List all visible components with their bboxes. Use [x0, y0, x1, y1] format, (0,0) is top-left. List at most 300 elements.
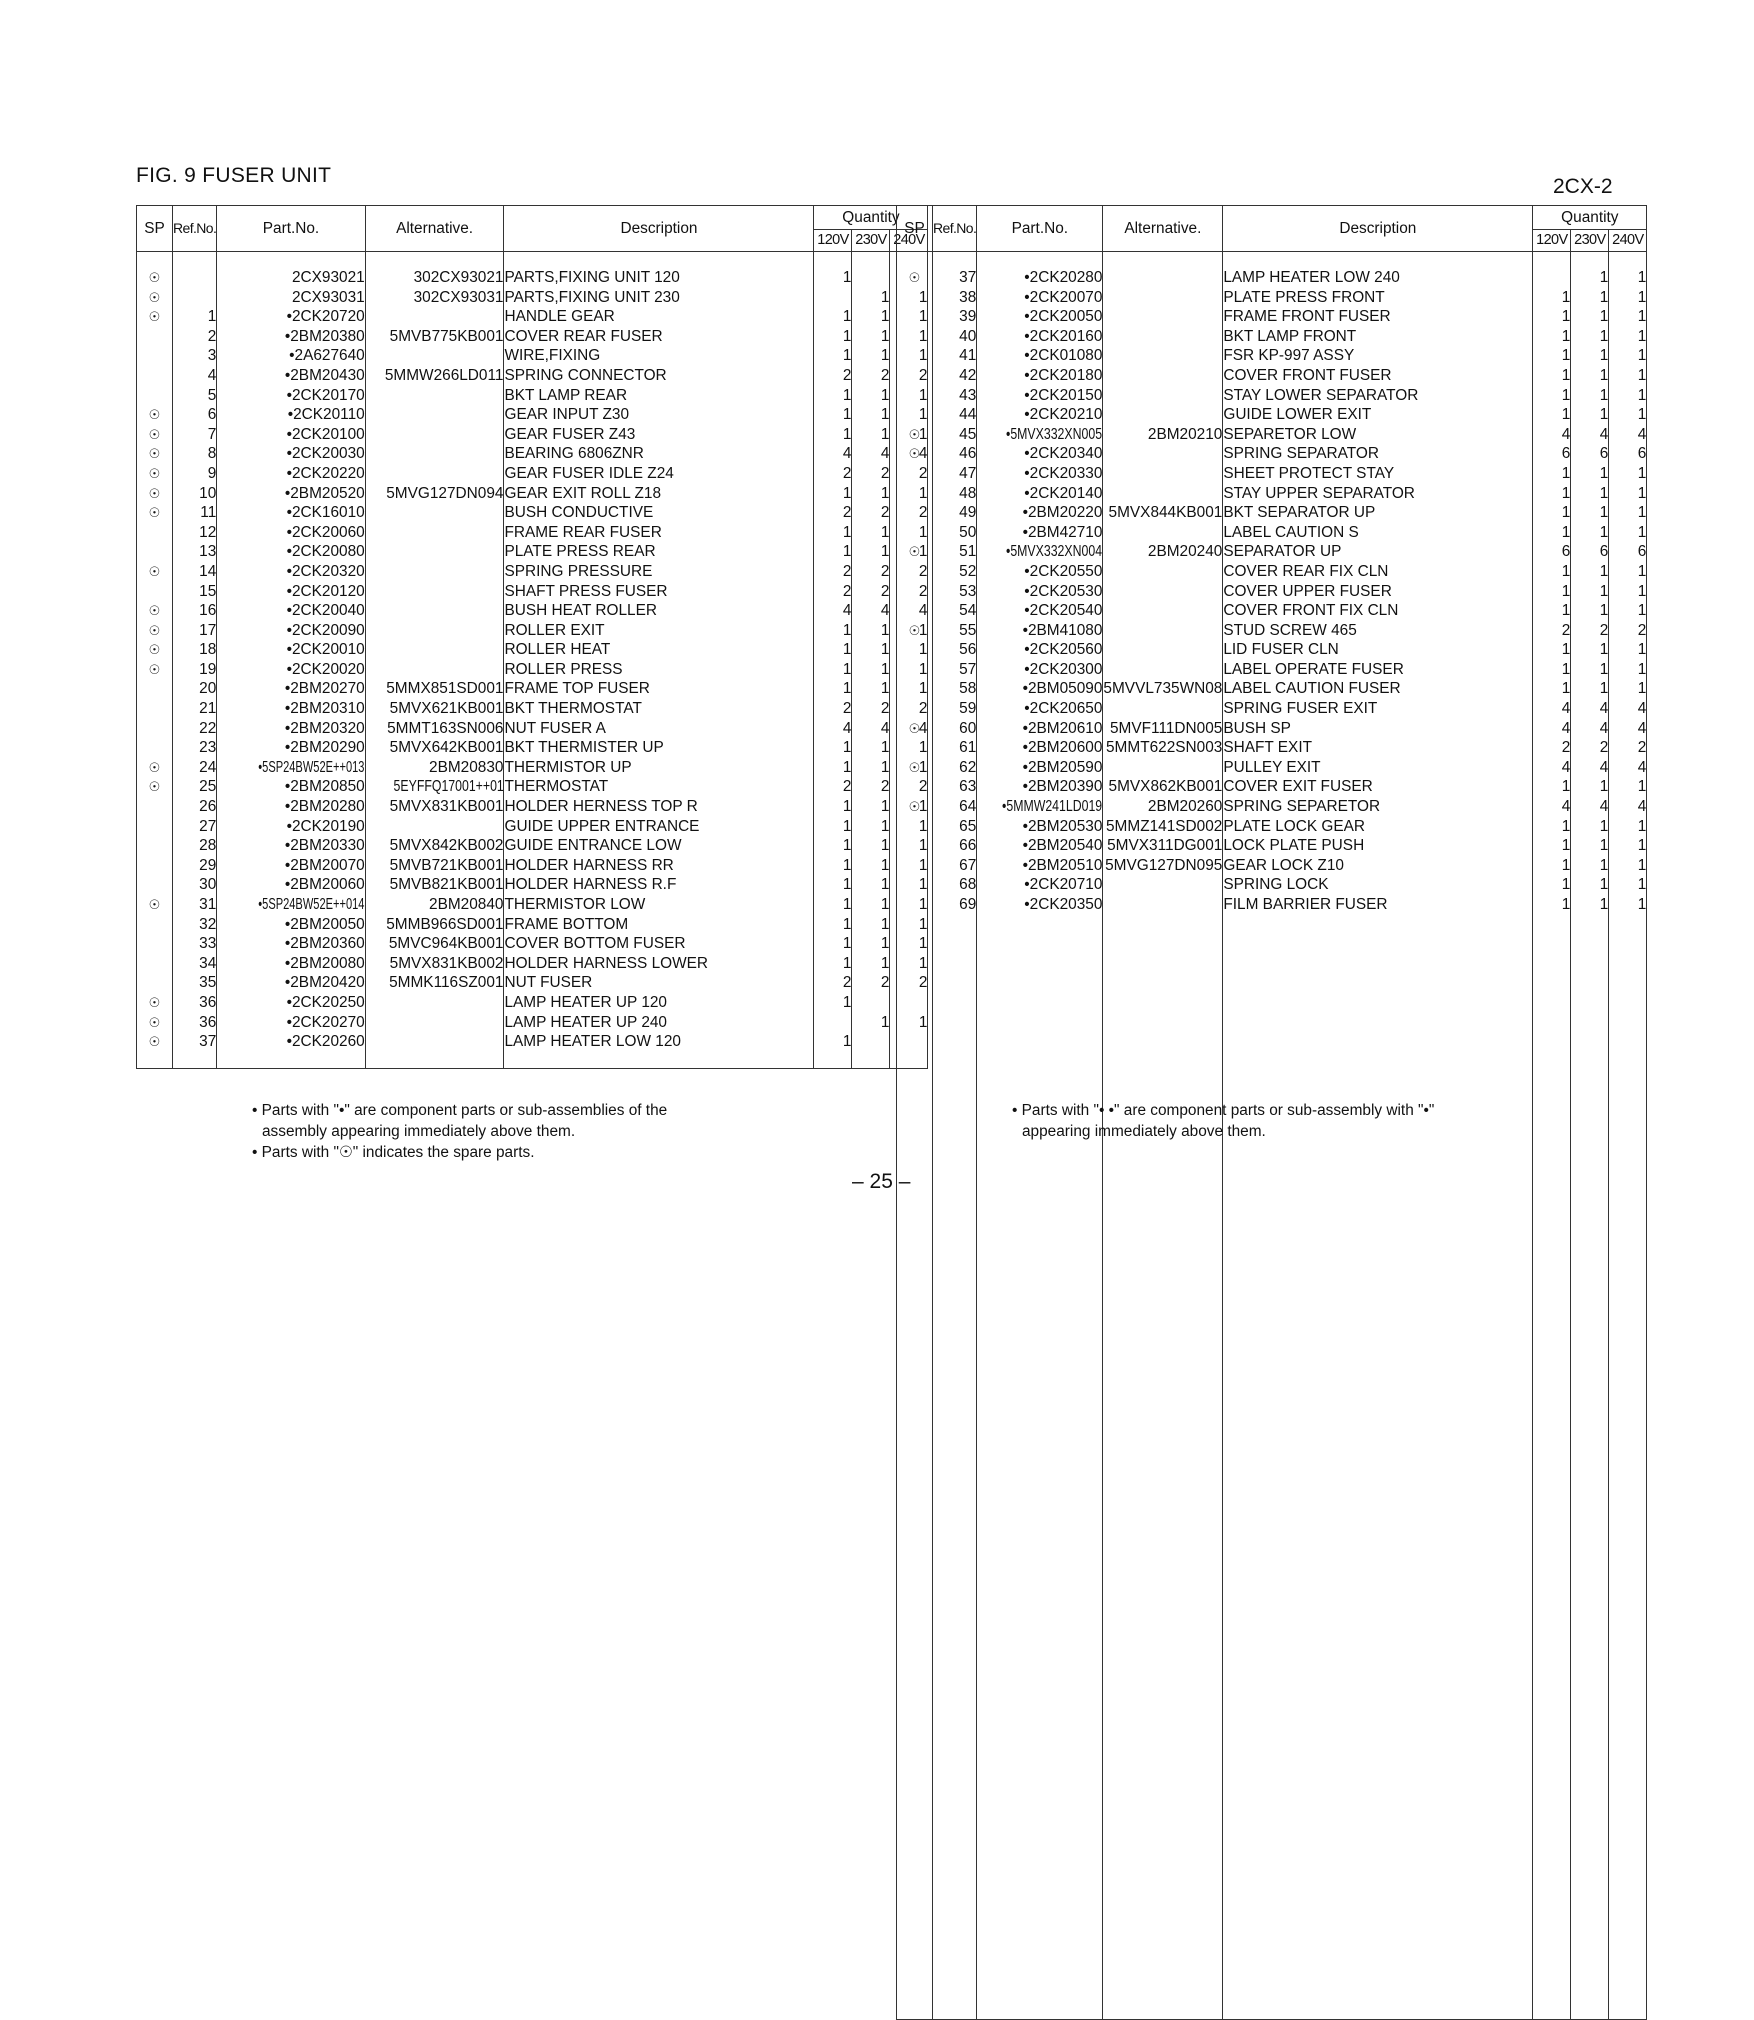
- qty-240v: 2: [890, 582, 928, 602]
- spare-part-mark: [897, 817, 933, 837]
- qty-240v: 1: [890, 484, 928, 504]
- table-row: [897, 523, 1647, 543]
- spare-part-mark: [137, 836, 173, 856]
- table-row: [897, 738, 1647, 758]
- spacer-cell: [173, 1052, 217, 1069]
- qty-120v: 6: [1533, 542, 1571, 562]
- ref-no: 42: [933, 366, 977, 386]
- part-no: 2CX93021: [217, 268, 365, 288]
- table-row: [897, 875, 1647, 895]
- alternative-part-no: 5MVX862KB001: [1103, 777, 1223, 797]
- qty-120v: 1: [1533, 464, 1571, 484]
- note-line: appearing immediately above them.: [1022, 1123, 1266, 1140]
- description: HOLDER HARNESS RR: [504, 856, 814, 876]
- qty-230v: 1: [852, 934, 890, 954]
- qty-230v: 1: [852, 327, 890, 347]
- qty-120v: 1: [1533, 777, 1571, 797]
- qty-120v: 4: [814, 444, 852, 464]
- spare-part-mark: ☉: [137, 405, 173, 425]
- table-row: [137, 542, 928, 562]
- alternative-part-no: 5MVX311DG001: [1103, 836, 1223, 856]
- description: FRAME TOP FUSER: [504, 679, 814, 699]
- table-row: [897, 601, 1647, 621]
- part-no: •2CK20530: [977, 582, 1103, 602]
- description: STAY UPPER SEPARATOR: [1223, 484, 1533, 504]
- qty-120v: 4: [1533, 719, 1571, 739]
- table-row: [137, 562, 928, 582]
- spacer-row: [897, 252, 1647, 269]
- spacer-cell: [1103, 915, 1223, 2020]
- ref-no: 20: [173, 679, 217, 699]
- spare-part-mark: [897, 601, 933, 621]
- parts-table-left: [136, 205, 928, 1069]
- table-row: [897, 464, 1647, 484]
- qty-120v: 1: [1533, 346, 1571, 366]
- description: LABEL OPERATE FUSER: [1223, 660, 1533, 680]
- description: GEAR LOCK Z10: [1223, 856, 1533, 876]
- qty-230v: 1: [852, 875, 890, 895]
- part-no: •2BM20420: [217, 973, 365, 993]
- alternative-part-no: 5MMX851SD001: [365, 679, 504, 699]
- description: NUT FUSER: [504, 973, 814, 993]
- description: SPRING SEPARETOR: [1223, 797, 1533, 817]
- description: GEAR FUSER IDLE Z24: [504, 464, 814, 484]
- table-row: [897, 542, 1647, 562]
- ref-no: 53: [933, 582, 977, 602]
- qty-120v: 1: [814, 621, 852, 641]
- qty-240v: 2: [890, 503, 928, 523]
- part-no-text: •5MVX332XN005: [1006, 425, 1103, 443]
- description: BUSH CONDUCTIVE: [504, 503, 814, 523]
- qty-120v: 1: [814, 836, 852, 856]
- ref-no: 69: [933, 895, 977, 915]
- spacer-cell: [365, 252, 504, 269]
- alternative-part-no: [1103, 346, 1223, 366]
- ref-no: 54: [933, 601, 977, 621]
- qty-120v: 1: [1533, 327, 1571, 347]
- part-no: •2CK20650: [977, 699, 1103, 719]
- ref-no: 32: [173, 915, 217, 935]
- spare-part-mark: [137, 366, 173, 386]
- table-row: [897, 484, 1647, 504]
- spare-part-mark: [137, 915, 173, 935]
- table-row: [897, 503, 1647, 523]
- note-sub-assembly: [1012, 1100, 1434, 1142]
- table-row: [897, 817, 1647, 837]
- part-no: •2CK20280: [977, 268, 1103, 288]
- qty-120v: 1: [814, 993, 852, 1013]
- spare-part-mark: [897, 640, 933, 660]
- alternative-part-no: [1103, 386, 1223, 406]
- qty-230v: 1: [1571, 856, 1609, 876]
- ref-no: 23: [173, 738, 217, 758]
- ref-no: 13: [173, 542, 217, 562]
- qty-230v: 1: [1571, 817, 1609, 837]
- alternative-part-no: [1103, 444, 1223, 464]
- qty-240v: 1: [1609, 895, 1647, 915]
- qty-120v: 4: [1533, 699, 1571, 719]
- part-no: •2BM20390: [977, 777, 1103, 797]
- qty-230v: 1: [1571, 268, 1609, 288]
- alternative-part-no: 5MVX621KB001: [365, 699, 504, 719]
- spare-part-mark: [897, 660, 933, 680]
- qty-120v: 1: [814, 895, 852, 915]
- description: SEPARETOR LOW: [1223, 425, 1533, 445]
- ref-no: 31: [173, 895, 217, 915]
- qty-230v: 1: [852, 307, 890, 327]
- part-no: •2BM20290: [217, 738, 365, 758]
- qty-240v: 1: [890, 817, 928, 837]
- qty-120v: 1: [1533, 640, 1571, 660]
- table-row: [897, 288, 1647, 308]
- spare-part-mark: [137, 934, 173, 954]
- ref-no: 10: [173, 484, 217, 504]
- description: SPRING SEPARATOR: [1223, 444, 1533, 464]
- qty-230v: 2: [852, 366, 890, 386]
- spacer-cell: [933, 915, 977, 2020]
- spare-part-mark: ☉: [137, 562, 173, 582]
- table-row: [897, 777, 1647, 797]
- alternative-part-no: 5MVB721KB001: [365, 856, 504, 876]
- spare-part-mark: [137, 582, 173, 602]
- table-row: [137, 856, 928, 876]
- ref-no: 43: [933, 386, 977, 406]
- alternative-part-no: [365, 405, 504, 425]
- qty-230v: 1: [852, 954, 890, 974]
- alternative-part-no: [365, 386, 504, 406]
- table-row: [897, 836, 1647, 856]
- spacer-cell: [1609, 252, 1647, 269]
- alternative-part-no: [365, 425, 504, 445]
- spare-part-mark: ☉: [137, 425, 173, 445]
- ref-no: 28: [173, 836, 217, 856]
- qty-230v: 4: [852, 444, 890, 464]
- alternative-part-no: 2BM20840: [365, 895, 504, 915]
- qty-240v: 1: [1609, 268, 1647, 288]
- table-row: [137, 366, 928, 386]
- table-row: [897, 640, 1647, 660]
- part-no: •2CK20260: [217, 1032, 365, 1052]
- spare-part-mark: ☉: [137, 1013, 173, 1033]
- qty-240v: 1: [890, 346, 928, 366]
- part-no: •2CK20040: [217, 601, 365, 621]
- spare-part-mark: [137, 523, 173, 543]
- alternative-part-no: [365, 523, 504, 543]
- alternative-part-no: [365, 582, 504, 602]
- spare-part-mark: [897, 895, 933, 915]
- qty-120v: 2: [814, 699, 852, 719]
- part-no: •2CK20070: [977, 288, 1103, 308]
- alternative-part-no: 5MMB966SD001: [365, 915, 504, 935]
- description: PARTS,FIXING UNIT 120: [504, 268, 814, 288]
- part-no: •2BM20060: [217, 875, 365, 895]
- ref-no: 63: [933, 777, 977, 797]
- part-no: •2BM20220: [977, 503, 1103, 523]
- spacer-cell: [1533, 252, 1571, 269]
- table-row: [137, 973, 928, 993]
- ref-no: 41: [933, 346, 977, 366]
- qty-230v: 1: [852, 523, 890, 543]
- ref-no: 24: [173, 758, 217, 778]
- table-row: [897, 425, 1647, 445]
- qty-240v: 1: [890, 836, 928, 856]
- note-line: assembly appearing immediately above them.: [262, 1123, 576, 1140]
- spare-part-mark: [897, 288, 933, 308]
- part-no: •2CK20150: [977, 386, 1103, 406]
- ref-no: [173, 288, 217, 308]
- qty-120v: 1: [1533, 484, 1571, 504]
- qty-230v: [852, 268, 890, 288]
- ref-no: 18: [173, 640, 217, 660]
- part-no: •2CK20030: [217, 444, 365, 464]
- qty-230v: 1: [1571, 679, 1609, 699]
- ref-no: 37: [933, 268, 977, 288]
- alternative-part-no: 2BM20830: [365, 758, 504, 778]
- header-part-no: Part.No.: [977, 206, 1103, 252]
- part-no: •2CK20340: [977, 444, 1103, 464]
- description: COVER UPPER FUSER: [1223, 582, 1533, 602]
- part-no-text: •5MMW241LD019: [1002, 798, 1103, 816]
- part-no: •2CK20550: [977, 562, 1103, 582]
- ref-no: 15: [173, 582, 217, 602]
- part-no: •2BM20050: [217, 915, 365, 935]
- qty-240v: 1: [890, 542, 928, 562]
- qty-240v: 4: [1609, 425, 1647, 445]
- ref-no: 9: [173, 464, 217, 484]
- spacer-cell: [1571, 252, 1609, 269]
- description: COVER REAR FIX CLN: [1223, 562, 1533, 582]
- qty-230v: 4: [1571, 699, 1609, 719]
- part-no: •2CK20330: [977, 464, 1103, 484]
- table-row: [137, 758, 928, 778]
- qty-230v: [852, 1032, 890, 1052]
- ref-no: 36: [173, 993, 217, 1013]
- qty-240v: 1: [890, 640, 928, 660]
- spare-part-mark: ☉: [137, 503, 173, 523]
- description: SHEET PROTECT STAY: [1223, 464, 1533, 484]
- table-row: [897, 699, 1647, 719]
- header-quantity: Quantity: [1533, 206, 1647, 230]
- description: GUIDE UPPER ENTRANCE: [504, 817, 814, 837]
- table-row: [137, 699, 928, 719]
- alternative-part-no: [1103, 464, 1223, 484]
- spare-part-mark: [137, 973, 173, 993]
- qty-240v: 1: [1609, 346, 1647, 366]
- qty-240v: 1: [1609, 777, 1647, 797]
- description: HOLDER HERNESS TOP R: [504, 797, 814, 817]
- description: SPRING PRESSURE: [504, 562, 814, 582]
- spacer-cell: [504, 252, 814, 269]
- spare-part-mark: ☉: [137, 660, 173, 680]
- description: ROLLER PRESS: [504, 660, 814, 680]
- qty-230v: 1: [1571, 503, 1609, 523]
- spare-part-mark: [137, 386, 173, 406]
- table-row: [137, 738, 928, 758]
- ref-no: 60: [933, 719, 977, 739]
- table-row: [137, 621, 928, 641]
- description: GEAR FUSER Z43: [504, 425, 814, 445]
- part-no: •2BM42710: [977, 523, 1103, 543]
- table-row: [897, 582, 1647, 602]
- note-component-parts: [252, 1100, 667, 1163]
- part-no: •2A627640: [217, 346, 365, 366]
- qty-240v: 1: [890, 758, 928, 778]
- spare-part-mark: ☉: [137, 777, 173, 797]
- table-row: [137, 346, 928, 366]
- header-quantity: Quantity: [814, 206, 928, 230]
- part-no: •2BM20330: [217, 836, 365, 856]
- part-no: •2CK20190: [217, 817, 365, 837]
- spare-part-mark: ☉: [137, 993, 173, 1013]
- description: BKT LAMP REAR: [504, 386, 814, 406]
- spacer-row: [137, 252, 928, 269]
- qty-240v: 2: [890, 777, 928, 797]
- description: THERMISTOR UP: [504, 758, 814, 778]
- part-no: •2BM20360: [217, 934, 365, 954]
- part-no: •2BM05090: [977, 679, 1103, 699]
- alternative-part-no: [365, 817, 504, 837]
- spare-part-mark: [137, 699, 173, 719]
- alternative-part-no: [1103, 288, 1223, 308]
- spacer-row: [897, 915, 1647, 2020]
- part-no: •2CK20020: [217, 660, 365, 680]
- alternative-part-no: [1103, 405, 1223, 425]
- table-row: [137, 679, 928, 699]
- ref-no: 52: [933, 562, 977, 582]
- alternative-part-no: [1103, 875, 1223, 895]
- spare-part-mark: [137, 817, 173, 837]
- qty-120v: 1: [814, 523, 852, 543]
- alternative-part-no: [1103, 660, 1223, 680]
- alternative-part-no: [365, 601, 504, 621]
- ref-no: 29: [173, 856, 217, 876]
- spare-part-mark: [897, 836, 933, 856]
- spare-part-mark: [137, 954, 173, 974]
- qty-240v: 4: [1609, 719, 1647, 739]
- qty-230v: 1: [852, 640, 890, 660]
- description: BUSH HEAT ROLLER: [504, 601, 814, 621]
- ref-no: 40: [933, 327, 977, 347]
- table-row: [137, 1032, 928, 1052]
- header-description: Description: [1223, 206, 1533, 252]
- table-row: [137, 875, 928, 895]
- part-no: •2BM20520: [217, 484, 365, 504]
- part-no: •2BM20380: [217, 327, 365, 347]
- qty-120v: 4: [1533, 797, 1571, 817]
- description: FSR KP-997 ASSY: [1223, 346, 1533, 366]
- part-no: •2BM20430: [217, 366, 365, 386]
- header-qty-240v: 240V: [890, 230, 928, 252]
- qty-230v: 4: [1571, 719, 1609, 739]
- qty-120v: 1: [814, 386, 852, 406]
- qty-230v: 2: [852, 699, 890, 719]
- description: SEPARATOR UP: [1223, 542, 1533, 562]
- qty-240v: 1: [1609, 405, 1647, 425]
- part-no: [977, 425, 1103, 445]
- table-row: [137, 582, 928, 602]
- alternative-part-no: 5MMK116SZ001: [365, 973, 504, 993]
- qty-230v: 1: [1571, 601, 1609, 621]
- qty-240v: 1: [1609, 562, 1647, 582]
- qty-120v: 1: [814, 542, 852, 562]
- description: LAMP HEATER UP 240: [504, 1013, 814, 1033]
- qty-230v: 1: [1571, 660, 1609, 680]
- note-line: • Parts with "•" are component parts or sub-assemblies of the: [252, 1102, 668, 1119]
- part-no: [977, 542, 1103, 562]
- ref-no: 4: [173, 366, 217, 386]
- alternative-part-no: [1103, 621, 1223, 641]
- part-no: •2CK16010: [217, 503, 365, 523]
- spacer-cell: [1223, 915, 1533, 2020]
- qty-230v: 1: [852, 405, 890, 425]
- spare-part-mark: ☉: [137, 307, 173, 327]
- qty-230v: 1: [1571, 346, 1609, 366]
- spare-part-mark: [897, 366, 933, 386]
- alternative-part-no: [365, 777, 504, 797]
- part-no: •2CK20060: [217, 523, 365, 543]
- table-row: [897, 758, 1647, 778]
- qty-120v: 1: [1533, 562, 1571, 582]
- spare-part-mark: ☉: [137, 758, 173, 778]
- table-row: [897, 856, 1647, 876]
- ref-no: 55: [933, 621, 977, 641]
- description: HOLDER HARNESS LOWER: [504, 954, 814, 974]
- qty-230v: 1: [1571, 405, 1609, 425]
- table-row: [137, 523, 928, 543]
- qty-120v: 1: [814, 484, 852, 504]
- description: PULLEY EXIT: [1223, 758, 1533, 778]
- table-row: [137, 268, 928, 288]
- alternative-part-no: 5MVX831KB002: [365, 954, 504, 974]
- ref-no: 46: [933, 444, 977, 464]
- qty-240v: 1: [1609, 856, 1647, 876]
- qty-230v: 1: [1571, 562, 1609, 582]
- qty-120v: 4: [1533, 425, 1571, 445]
- qty-230v: 1: [1571, 327, 1609, 347]
- qty-120v: 1: [814, 797, 852, 817]
- qty-120v: 1: [1533, 601, 1571, 621]
- alternative-part-no: [365, 660, 504, 680]
- description: STAY LOWER SEPARATOR: [1223, 386, 1533, 406]
- description: HOLDER HARNESS R.F: [504, 875, 814, 895]
- qty-240v: 1: [890, 915, 928, 935]
- qty-120v: 1: [814, 758, 852, 778]
- alternative-part-no: 5MVC964KB001: [365, 934, 504, 954]
- description: COVER EXIT FUSER: [1223, 777, 1533, 797]
- table-row: [137, 719, 928, 739]
- qty-120v: 1: [814, 307, 852, 327]
- table-row: [897, 444, 1647, 464]
- qty-120v: 1: [1533, 817, 1571, 837]
- qty-120v: 1: [814, 660, 852, 680]
- header-part-no: Part.No.: [217, 206, 365, 252]
- spacer-cell: [814, 1052, 852, 1069]
- alternative-part-no: [365, 542, 504, 562]
- qty-120v: 1: [814, 954, 852, 974]
- ref-no: 64: [933, 797, 977, 817]
- ref-no: 6: [173, 405, 217, 425]
- qty-240v: 1: [1609, 640, 1647, 660]
- part-no: •2CK20210: [977, 405, 1103, 425]
- qty-120v: 6: [1533, 444, 1571, 464]
- table-row: [137, 954, 928, 974]
- spare-part-mark: [897, 699, 933, 719]
- table-row: [897, 562, 1647, 582]
- spare-part-mark: [897, 875, 933, 895]
- spacer-cell: [217, 1052, 365, 1069]
- qty-230v: 1: [1571, 836, 1609, 856]
- table-row: [137, 1013, 928, 1033]
